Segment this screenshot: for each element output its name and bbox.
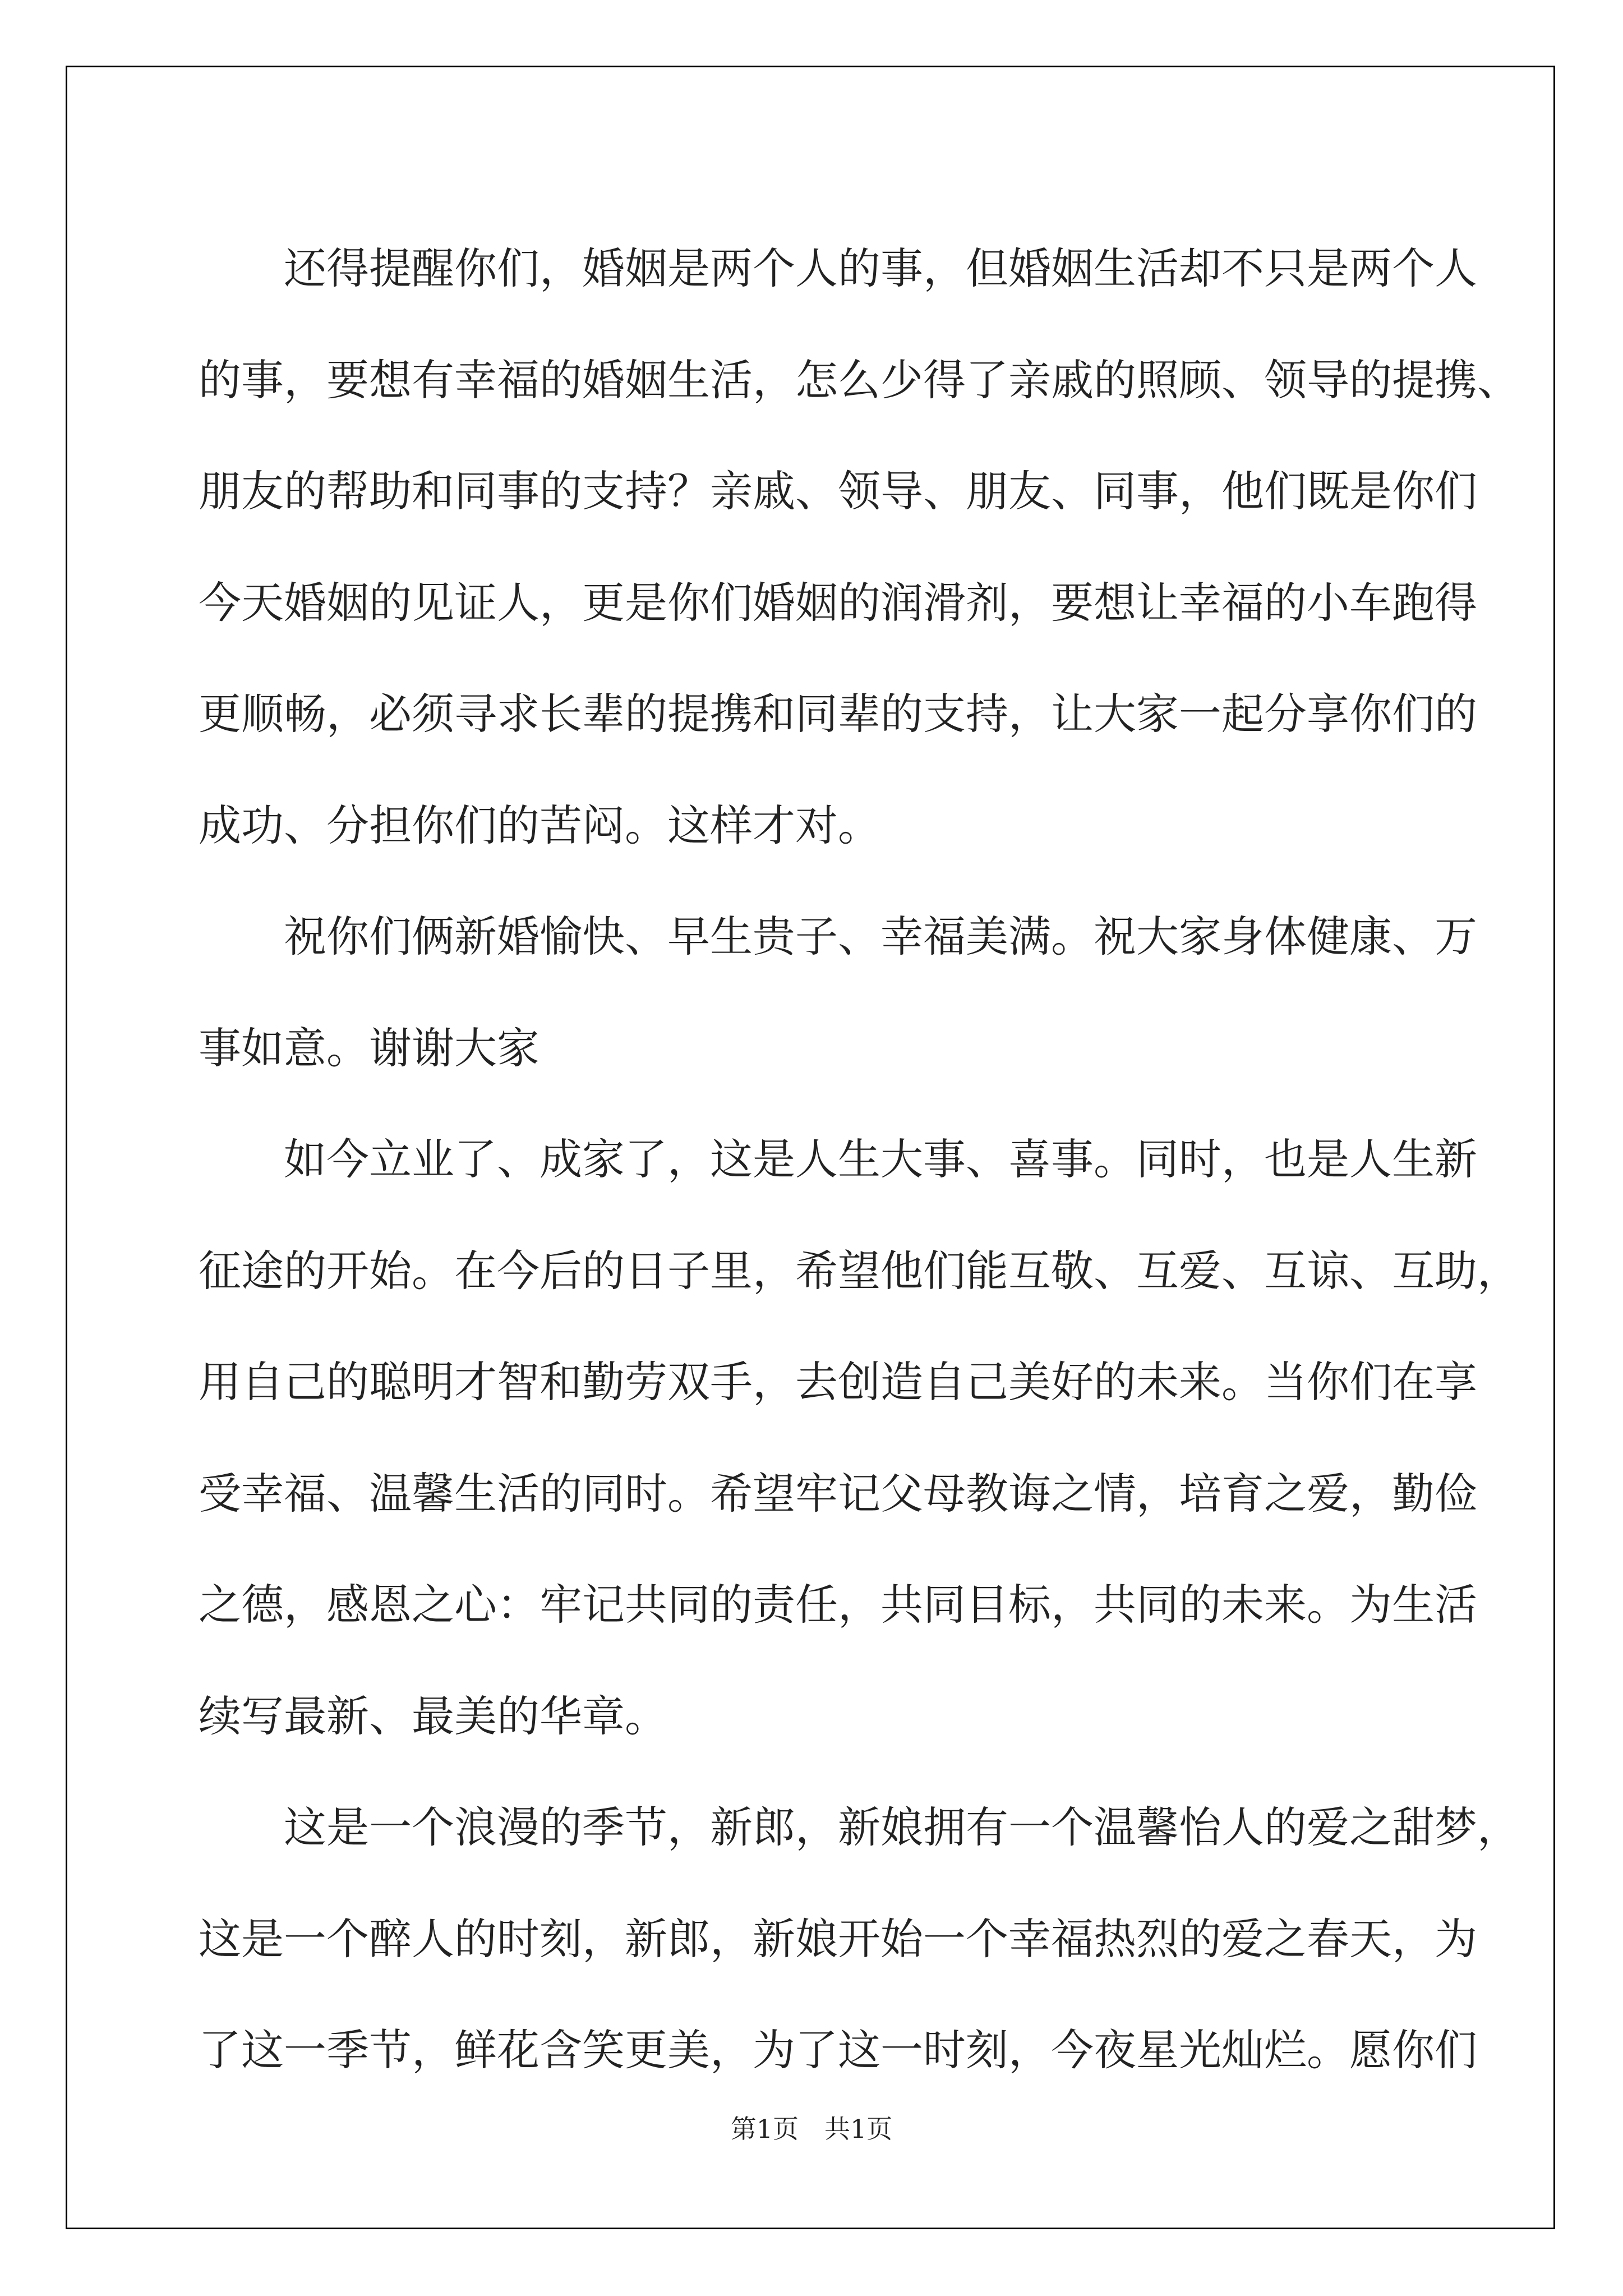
text-line: 朋友的帮助和同事的支持？亲戚、领导、朋友、同事，他们既是你们 xyxy=(199,466,1477,516)
text-line: 征途的开始。在今后的日子里，希望他们能互敬、互爱、互谅、互助， xyxy=(199,1245,1520,1296)
document-body xyxy=(199,213,1520,2106)
text-line: 更顺畅，必须寻求长辈的提携和同辈的支持，让大家一起分享你们的 xyxy=(199,689,1477,739)
text-line: 成功、分担你们的苦闷。这样才对。 xyxy=(199,800,880,850)
text-line: 这是一个醉人的时刻，新郎，新娘开始一个幸福热烈的爱之春天，为 xyxy=(199,1913,1477,1964)
text-line: 如今立业了、成家了，这是人生大事、喜事。同时，也是人生新 xyxy=(284,1134,1477,1184)
text-line: 的事，要想有幸福的婚姻生活，怎么少得了亲戚的照顾、领导的提携、 xyxy=(199,355,1520,405)
page-footer xyxy=(0,2112,1623,2146)
text-line: 今天婚姻的见证人，更是你们婚姻的润滑剂，要想让幸福的小车跑得 xyxy=(199,577,1477,628)
text-line: 受幸福、温馨生活的同时。希望牢记父母教诲之情，培育之爱，勤俭 xyxy=(199,1468,1477,1519)
page-number: 第1页 xyxy=(730,2114,799,2144)
text-line: 续写最新、最美的华章。 xyxy=(199,1691,667,1741)
text-line: 之德，感恩之心：牢记共同的责任，共同目标，共同的未来。为生活 xyxy=(199,1580,1477,1630)
text-line: 祝你们俩新婚愉快、早生贵子、幸福美满。祝大家身体健康、万 xyxy=(284,912,1477,961)
text-line: 用自己的聪明才智和勤劳双手，去创造自己美好的未来。当你们在享 xyxy=(199,1357,1477,1407)
text-line: 事如意。谢谢大家 xyxy=(199,1023,540,1073)
text-line: 了这一季节，鲜花含笑更美，为了这一时刻，今夜星光灿烂。愿你们 xyxy=(199,2025,1477,2075)
text-line: 这是一个浪漫的季节，新郎，新娘拥有一个温馨怡人的爱之甜梦， xyxy=(284,1802,1520,1852)
page-total: 共1页 xyxy=(824,2114,893,2144)
text-line: 还得提醒你们，婚姻是两个人的事，但婚姻生活却不只是两个人 xyxy=(284,243,1477,293)
